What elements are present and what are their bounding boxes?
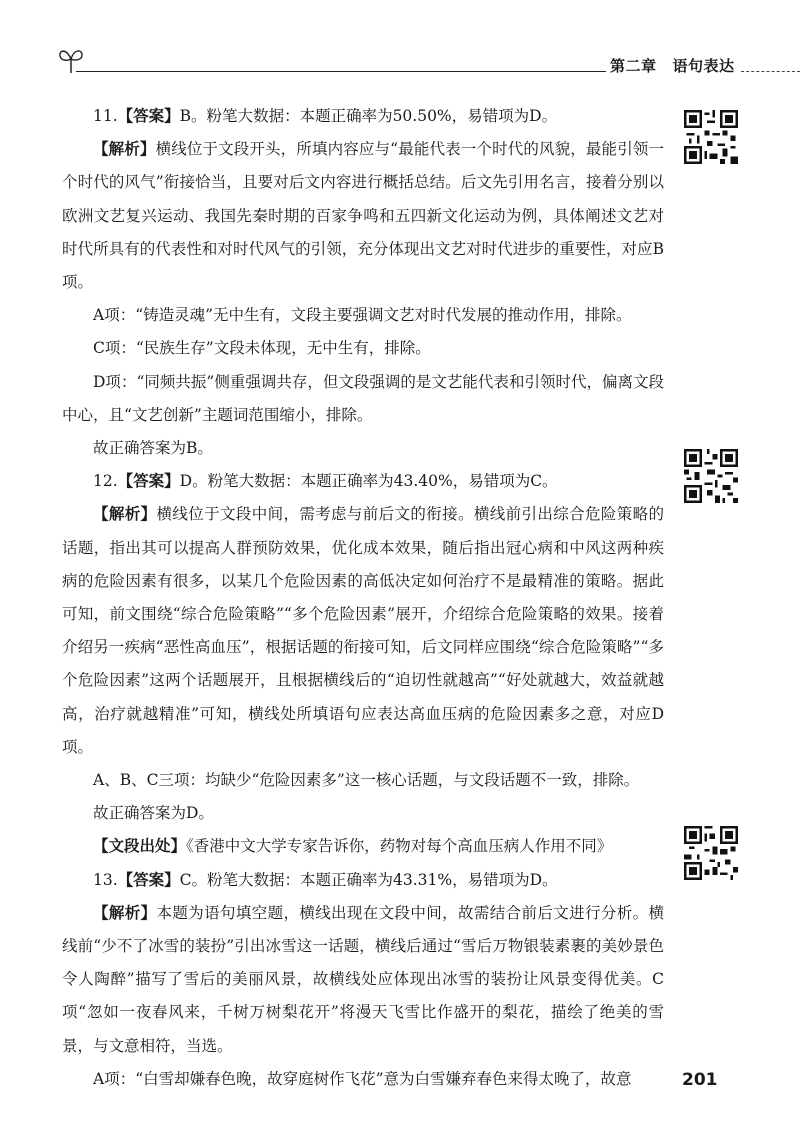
q12-source-text: 《香港中文大学专家告诉你，药物对每个高血压病人作用不同》 <box>186 837 613 856</box>
q12-analysis <box>62 498 664 764</box>
header-rule <box>76 71 658 72</box>
qr-code-icon[interactable] <box>684 826 738 880</box>
chapter-title <box>606 55 739 76</box>
q11-analysis <box>62 133 664 299</box>
qr-code-icon[interactable] <box>684 110 738 164</box>
q13-analysis <box>62 897 664 1063</box>
q11-number: 11. <box>93 107 118 125</box>
page-content <box>62 100 664 1096</box>
q11-analysis-label: 【解析】 <box>93 140 156 159</box>
section-title: 语句表达 <box>672 57 735 75</box>
q11-option-a: A项：“铸造灵魂”无中生有，文段主要强调文艺对时代发展的推动作用，排除。 <box>93 306 632 325</box>
q11-conclusion: 故正确答案为B。 <box>93 439 213 458</box>
q12-answer-label: 【答案】 <box>117 472 180 491</box>
q12-source <box>62 830 664 863</box>
q11-option-d: D项：“同频共振”侧重强调共存，但文段强调的是文艺能代表和引领时代，偏离文段中心，且“文艺创新”主题词范围缩小，排除。 <box>62 372 664 424</box>
qr-code-icon[interactable] <box>684 449 738 503</box>
page-number: 201 <box>682 1070 718 1090</box>
q12-option-abc: A、B、C三项：均缺少“危险因素多”这一核心话题，与文段话题不一致，排除。 <box>93 771 640 790</box>
q11-answer-label: 【答案】 <box>117 107 180 125</box>
q11-answer <box>62 100 664 133</box>
q13-option-a: A项：“白雪却嫌春色晚，故穿庭树作飞花”意为白雪嫌弃春色来得太晚了，故意 <box>93 1069 632 1088</box>
q13-answer-label: 【答案】 <box>117 870 180 889</box>
q13-answer <box>62 864 664 897</box>
page-header <box>58 44 800 84</box>
q12-answer-text: D。粉笔大数据：本题正确率为43.40%，易错项为C。 <box>179 472 558 491</box>
q12-source-label: 【文段出处】 <box>93 837 187 856</box>
q13-answer-text: C。粉笔大数据：本题正确率为43.31%，易错项为D。 <box>179 870 558 889</box>
chapter-number: 第二章 <box>610 57 657 75</box>
header-rule-right <box>736 71 800 72</box>
q11-option-c: C项：“民族生存”文段未体现，无中生有，排除。 <box>93 339 431 358</box>
q13-analysis-label: 【解析】 <box>93 903 157 922</box>
q13-analysis-text: 本题为语句填空题，横线出现在文段中间，故需结合前后文进行分析。横线前“少不了冰雪的装扮”引出冰雪这一话题，横线后通过“雪后万物银装素裹的美妙景色令人陶醉”描写了雪后的美丽风景，故横线处应体现出冰雪的装扮让风景变得优美。C项“忽如一夜春风来，千树万树梨花开”将漫天飞雪比作盛开的梨花，描绘了绝美的雪景，与文意相符，当选。 <box>62 903 664 1055</box>
q12-conclusion: 故正确答案为D。 <box>93 804 214 823</box>
q11-analysis-text: 横线位于文段开头，所填内容应与“最能代表一个时代的风貌，最能引领一个时代的风气”衔接恰当，且要对后文内容进行概括总结。后文先引用名言，接着分别以欧洲文艺复兴运动、我国先秦时期的百家争鸣和五四新文化运动为例，具体阐述文艺对时代所具有的代表性和对时代风气的引领，充分体现出文艺对时代进步的重要性，对应B项。 <box>62 140 664 292</box>
q12-number: 12. <box>93 472 118 491</box>
q11-answer-text: B。粉笔大数据：本题正确率为50.50%，易错项为D。 <box>179 107 558 125</box>
sprout-logo-icon <box>58 44 84 74</box>
q13-number: 13. <box>93 870 118 889</box>
q12-analysis-label: 【解析】 <box>93 505 157 524</box>
q12-answer <box>62 465 664 498</box>
q12-analysis-text: 横线位于文段中间，需考虑与前后文的衔接。横线前引出综合危险策略的话题，指出其可以提高人群预防效果，优化成本效果，随后指出冠心病和中风这两种疾病的危险因素有很多，以某几个危险因素的高低决定如何治疗不是最精准的策略。据此可知，前文围绕“综合危险策略”“多个危险因素”展开，介绍综合危险策略的效果。接着介绍另一疾病“恶性高血压”，根据话题的衔接可知，后文同样应围绕“综合危险策略”“多个危险因素”这两个话题展开，且根据横线后的“迫切性就越高”“好处就越大，效益就越高，治疗就越精准”可知，横线处所填语句应表达高血压病的危险因素多之意，对应D项。 <box>62 505 664 756</box>
